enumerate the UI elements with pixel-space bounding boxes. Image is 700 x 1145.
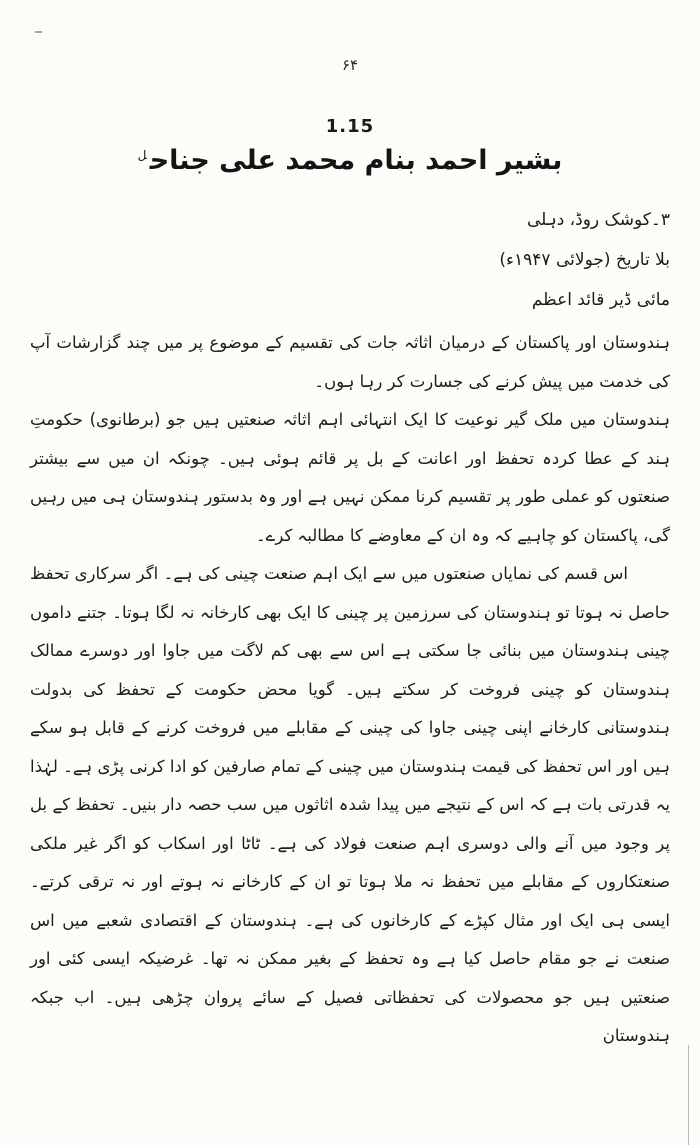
date-line: بلا تاریخ (جولائی ۱۹۴۷ء) <box>499 250 670 270</box>
scan-artifact-line <box>688 1045 689 1145</box>
footnote-marker: ل <box>137 148 147 162</box>
address-line: ۳۔کوشک روڈ، دہلی <box>526 210 670 230</box>
salutation-line: مائی ڈیر قائد اعظم <box>531 290 670 310</box>
page-number: ۶۴ <box>341 56 359 74</box>
paragraph: ہندوستان میں ملک گیر نوعیت کا ایک انتہائی اہم اثاثہ صنعتیں ہیں جو (برطانوی) حکومتِ ہند کے عطا کردہ تحفظ اور اعانت کے بل پر قائم ہوئی ہیں۔ چونکہ ان میں سے بیشتر صنعتوں کو عملی طور پر تقسیم کرنا ممکن نہیں ہے اور وہ بدستور ہندوستان ہی میں رہیں گی، پاکستان کو چاہیے کہ وہ ان کے معاوضے کا مطالبہ کرے۔ <box>30 410 670 545</box>
letter-title <box>30 145 670 176</box>
paragraph: اس قسم کی نمایاں صنعتوں میں سے ایک اہم صنعت چینی کی ہے۔ اگر سرکاری تحفظ حاصل نہ ہوتا تو ہندوستان کی سرزمین پر چینی کا ایک بھی کارخانہ نہ لگا ہوتا۔ جتنے داموں چینی ہندوستان میں بنائی جا سکتی ہے اس سے بھی کم لاگت میں جاوا اور دوسرے ممالک ہندوستان کو چینی فروخت کر سکتے ہیں۔ گویا محض حکومت کے تحفظ کی بدولت ہندوستانی کارخانے اپنی چینی جاوا کی چینی کے مقابلے میں فروخت کرنے کے قابل ہو سکے ہیں اور اس تحفظ کی قیمت ہندوستان میں چینی کے تمام صارفین کو ادا کرنی پڑی ہے۔ لہٰذا یہ قدرتی بات ہے کہ اس کے نتیجے میں پیدا شدہ اثاثوں میں سب حصہ دار بنیں۔ تحفظ کے بل پر وجود میں آنے والی دوسری اہم صنعت فولاد کی ہے۔ ٹاٹا اور اسکاب کو اگر غیر ملکی صنعتکاروں کے مقابلے میں تحفظ نہ ملا ہوتا تو ان کے کارخانے نہ ہوتے اور نہ ترقی کرتے۔ ایسی ہی ایک اور مثال کپڑے کے کارخانوں کی ہے۔ ہندوستان کے اقتصادی شعبے میں اس صنعت نے جو مقام حاصل کیا ہے وہ تحفظ کے بغیر ممکن نہ تھا۔ غرضیکہ ایسی کئی اور صنعتیں ہیں جو محصولات کی تحفظاتی فصیل کے سائے پروان چڑھی ہیں۔ اب جبکہ ہندوستان <box>30 564 670 1045</box>
letter-title-text: بشیر احمد بنام محمد علی جناح <box>149 145 563 176</box>
section-number: 1.15 <box>325 116 375 137</box>
paragraph: ہندوستان اور پاکستان کے درمیان اثاثہ جات کی تقسیم کے موضوع پر میں چند گزارشات آپ کی خدمت میں پیش کرنے کی جسارت کر رہا ہوں۔ <box>30 333 670 391</box>
letter-meta-block <box>30 200 670 320</box>
scan-artifact-mark <box>35 31 42 33</box>
letter-body <box>30 324 670 1056</box>
